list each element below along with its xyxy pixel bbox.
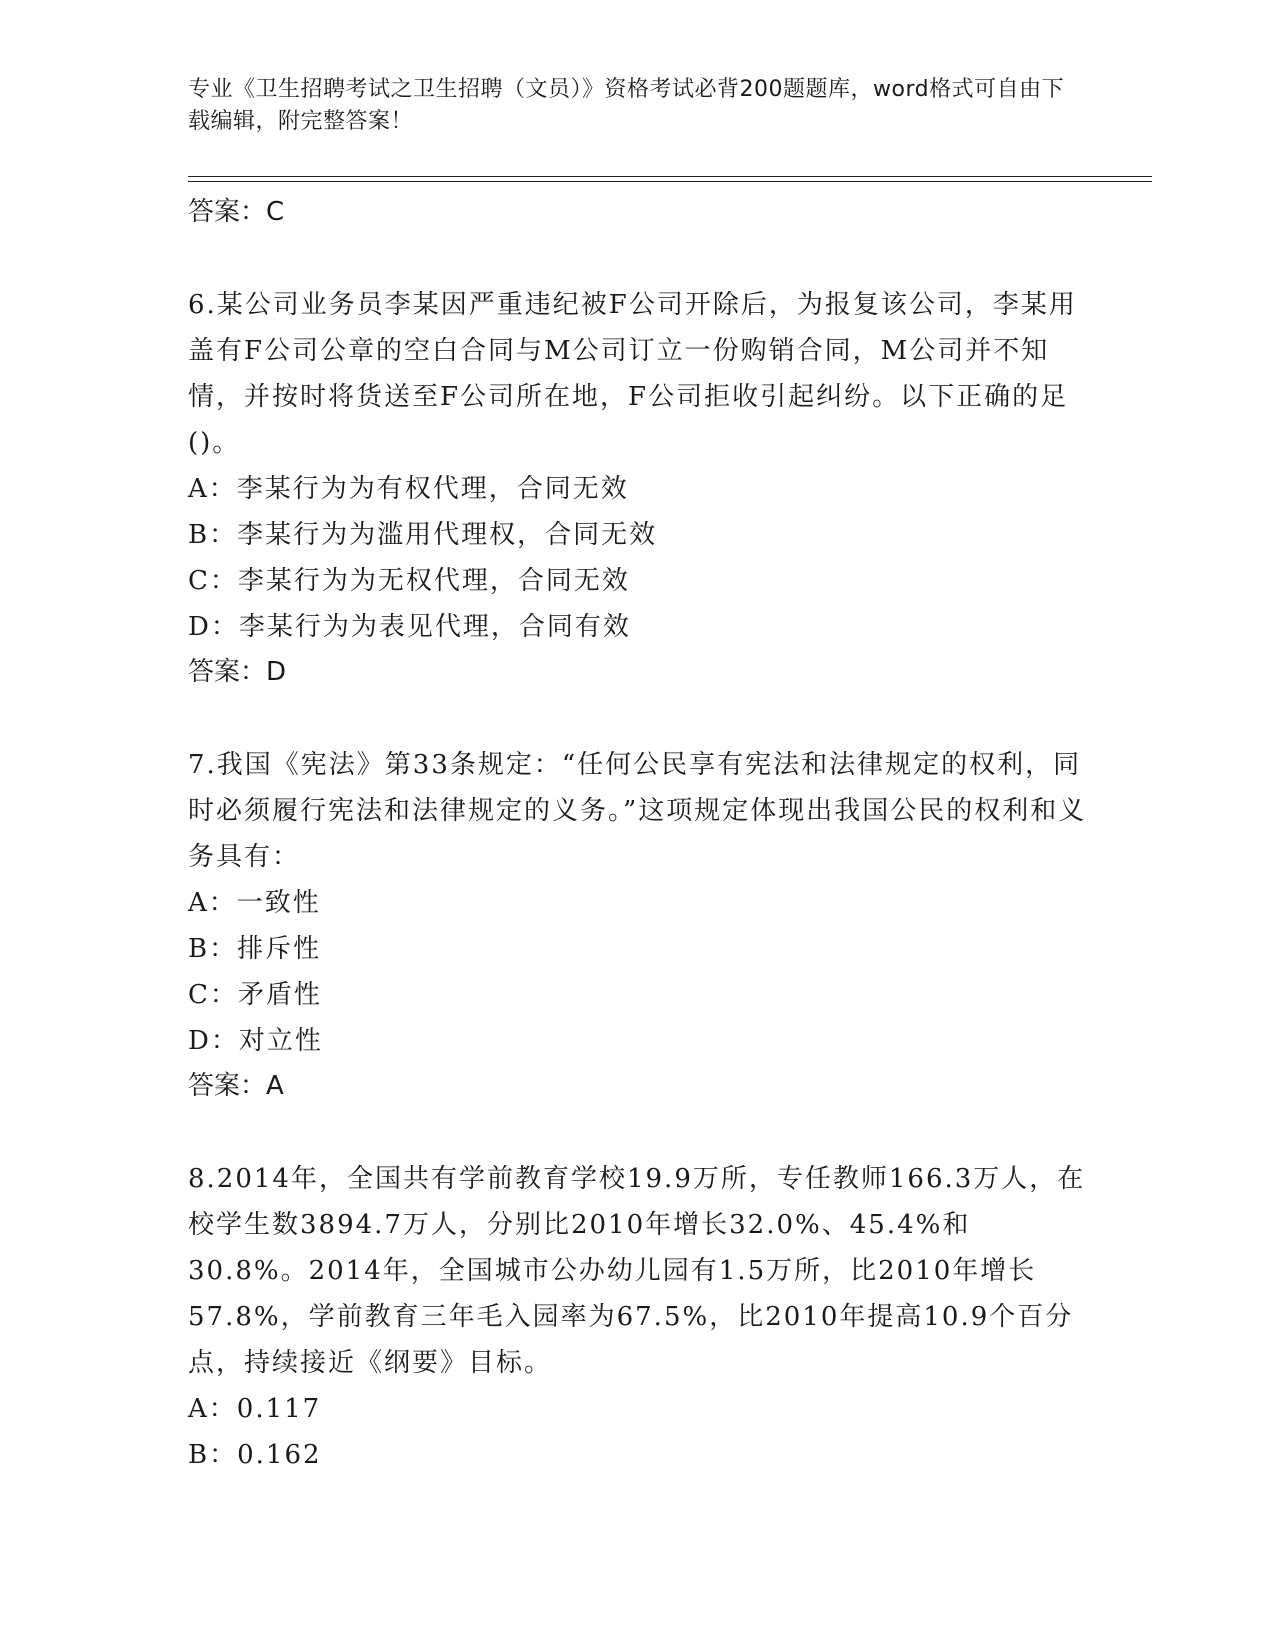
question-stem: 6.某公司业务员李某因严重违纪被F公司开除后，为报复该公司，李某用盖有F公司公章的空白合同与M公司订立一份购销合同，M公司并不知情，并按时将货送至F公司所在地，F公司拒收引起纠纷。以下正确的足()。 (188, 290, 1077, 458)
option-c: C：李某行为为无权代理，合同无效 (188, 566, 630, 596)
question-6 (188, 282, 1088, 694)
option-a: A：一致性 (188, 888, 321, 918)
answer-line: 答案：A (188, 1071, 284, 1101)
option-b: B：李某行为为滥用代理权，合同无效 (188, 520, 658, 550)
spacer (188, 234, 1088, 282)
question-stem: 7.我国《宪法》第33条规定：“任何公民享有宪法和法律规定的权利，同时必须履行宪法和法律规定的义务。”这项规定体现出我国公民的权利和义务具有： (188, 750, 1087, 872)
option-d: D：对立性 (188, 1026, 323, 1056)
question-stem: 8.2014年，全国共有学前教育学校19.9万所，专任教师166.3万人，在校学生数3894.7万人，分别比2010年增长32.0%、45.4%和30.8%。2014年，全国城市公办幼儿园有1.5万所，比2010年增长57.8%，学前教育三年毛入园率为67.5%，比2010年提高10.9个百分点，持续接近《纲要》目标。 (188, 1164, 1086, 1378)
spacer (188, 1108, 1088, 1156)
question-8 (188, 1156, 1088, 1478)
spacer (188, 694, 1088, 742)
option-b: B：排斥性 (188, 934, 322, 964)
option-c: C：矛盾性 (188, 980, 322, 1010)
option-b: B：0.162 (188, 1440, 322, 1470)
question-content (188, 190, 1088, 1478)
header-rule-top (188, 176, 1152, 177)
document-header: 专业《卫生招聘考试之卫生招聘（文员）》资格考试必背200题题库，word格式可自由下载编辑，附完整答案！ (188, 77, 1065, 134)
option-a: A：0.117 (188, 1394, 322, 1424)
question-7 (188, 742, 1088, 1108)
answer-line: 答案：D (188, 657, 287, 687)
answer-line: 答案：C (188, 197, 285, 227)
header-rule-bottom (188, 181, 1152, 182)
option-d: D：李某行为为表见代理，合同有效 (188, 612, 631, 642)
option-a: A：李某行为为有权代理，合同无效 (188, 474, 629, 504)
